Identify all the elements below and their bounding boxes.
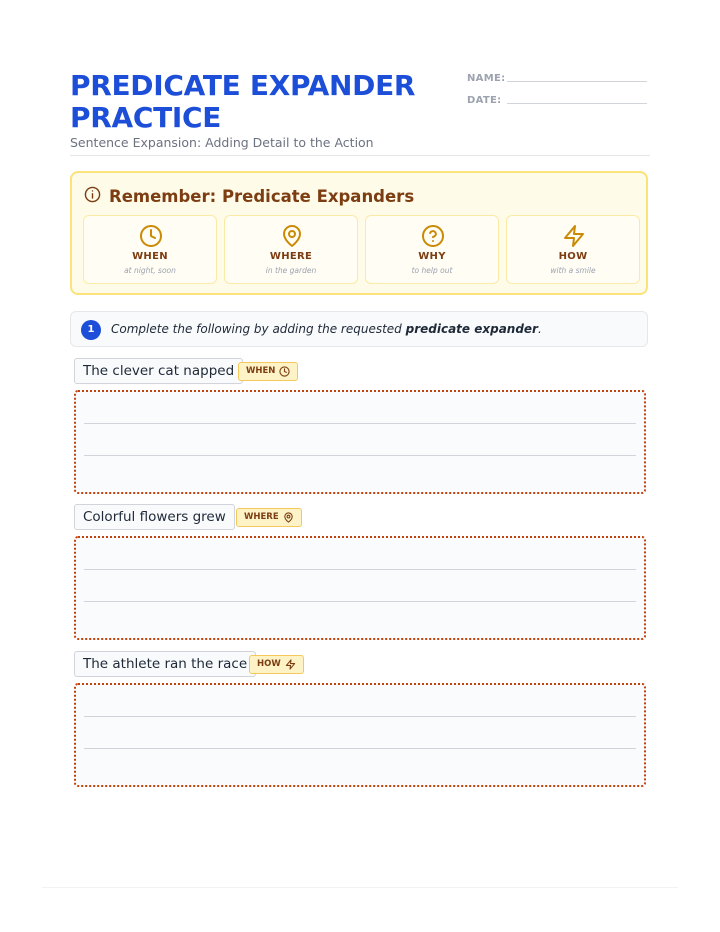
instruction-text-bold: predicate expander [405,322,538,336]
reminder-header [84,186,414,207]
expander-card-why [365,215,499,284]
expander-tag [249,655,304,674]
question-circle-icon [421,224,445,248]
lightning-icon [285,659,296,670]
expander-tag-label: WHERE [244,512,279,522]
sentence-stem: Colorful flowers grew [74,504,235,530]
answer-box[interactable] [74,390,646,494]
sentence-stem: The athlete ran the race [74,651,256,677]
expander-cards [83,215,640,284]
map-pin-icon [283,512,294,523]
expander-tag [238,362,298,381]
instruction-text-start: Complete the following by adding the requested [111,322,406,336]
expander-card-label: WHERE [269,251,313,262]
expander-card-how [506,215,640,284]
name-field[interactable] [467,73,647,84]
name-label: NAME: [467,73,506,84]
expander-card-label: HOW [558,251,588,262]
question-number-badge: 1 [81,320,101,340]
expander-tag-label: HOW [257,659,281,669]
page-title: PREDICATE EXPANDER PRACTICE [70,69,416,134]
clock-icon [139,224,163,248]
expander-card-label: WHEN [132,251,168,262]
writing-line [84,423,636,424]
info-icon [84,186,101,207]
expander-card-example: in the garden [265,266,317,275]
footer-divider [42,887,678,888]
map-pin-icon [280,224,304,248]
expander-card-example: at night, soon [124,266,176,275]
writing-line [84,748,636,749]
writing-line [84,716,636,717]
date-field[interactable] [467,95,647,106]
reminder-box [70,171,648,295]
instruction-text-end: . [537,322,542,336]
expander-card-label: WHY [418,251,446,262]
instruction-text [111,322,542,336]
writing-line [84,601,636,602]
expander-tag [236,508,302,527]
instruction-bar [70,311,648,347]
name-line[interactable] [507,81,647,82]
lightning-icon [562,224,586,248]
answer-box[interactable] [74,536,646,640]
writing-line [84,455,636,456]
date-label: DATE: [467,95,502,106]
date-line[interactable] [507,103,647,104]
writing-line [84,569,636,570]
expander-card-example: to help out [411,266,453,275]
clock-icon [279,366,290,377]
expander-card-where [224,215,358,284]
expander-card-example: with a smile [550,266,596,275]
expander-card-when [83,215,217,284]
expander-tag-label: WHEN [246,366,276,376]
header-divider [70,155,650,156]
answer-box[interactable] [74,683,646,787]
reminder-title: Remember: Predicate Expanders [109,187,415,206]
page-subtitle: Sentence Expansion: Adding Detail to the Action [70,135,374,150]
sentence-stem: The clever cat napped [74,358,243,384]
